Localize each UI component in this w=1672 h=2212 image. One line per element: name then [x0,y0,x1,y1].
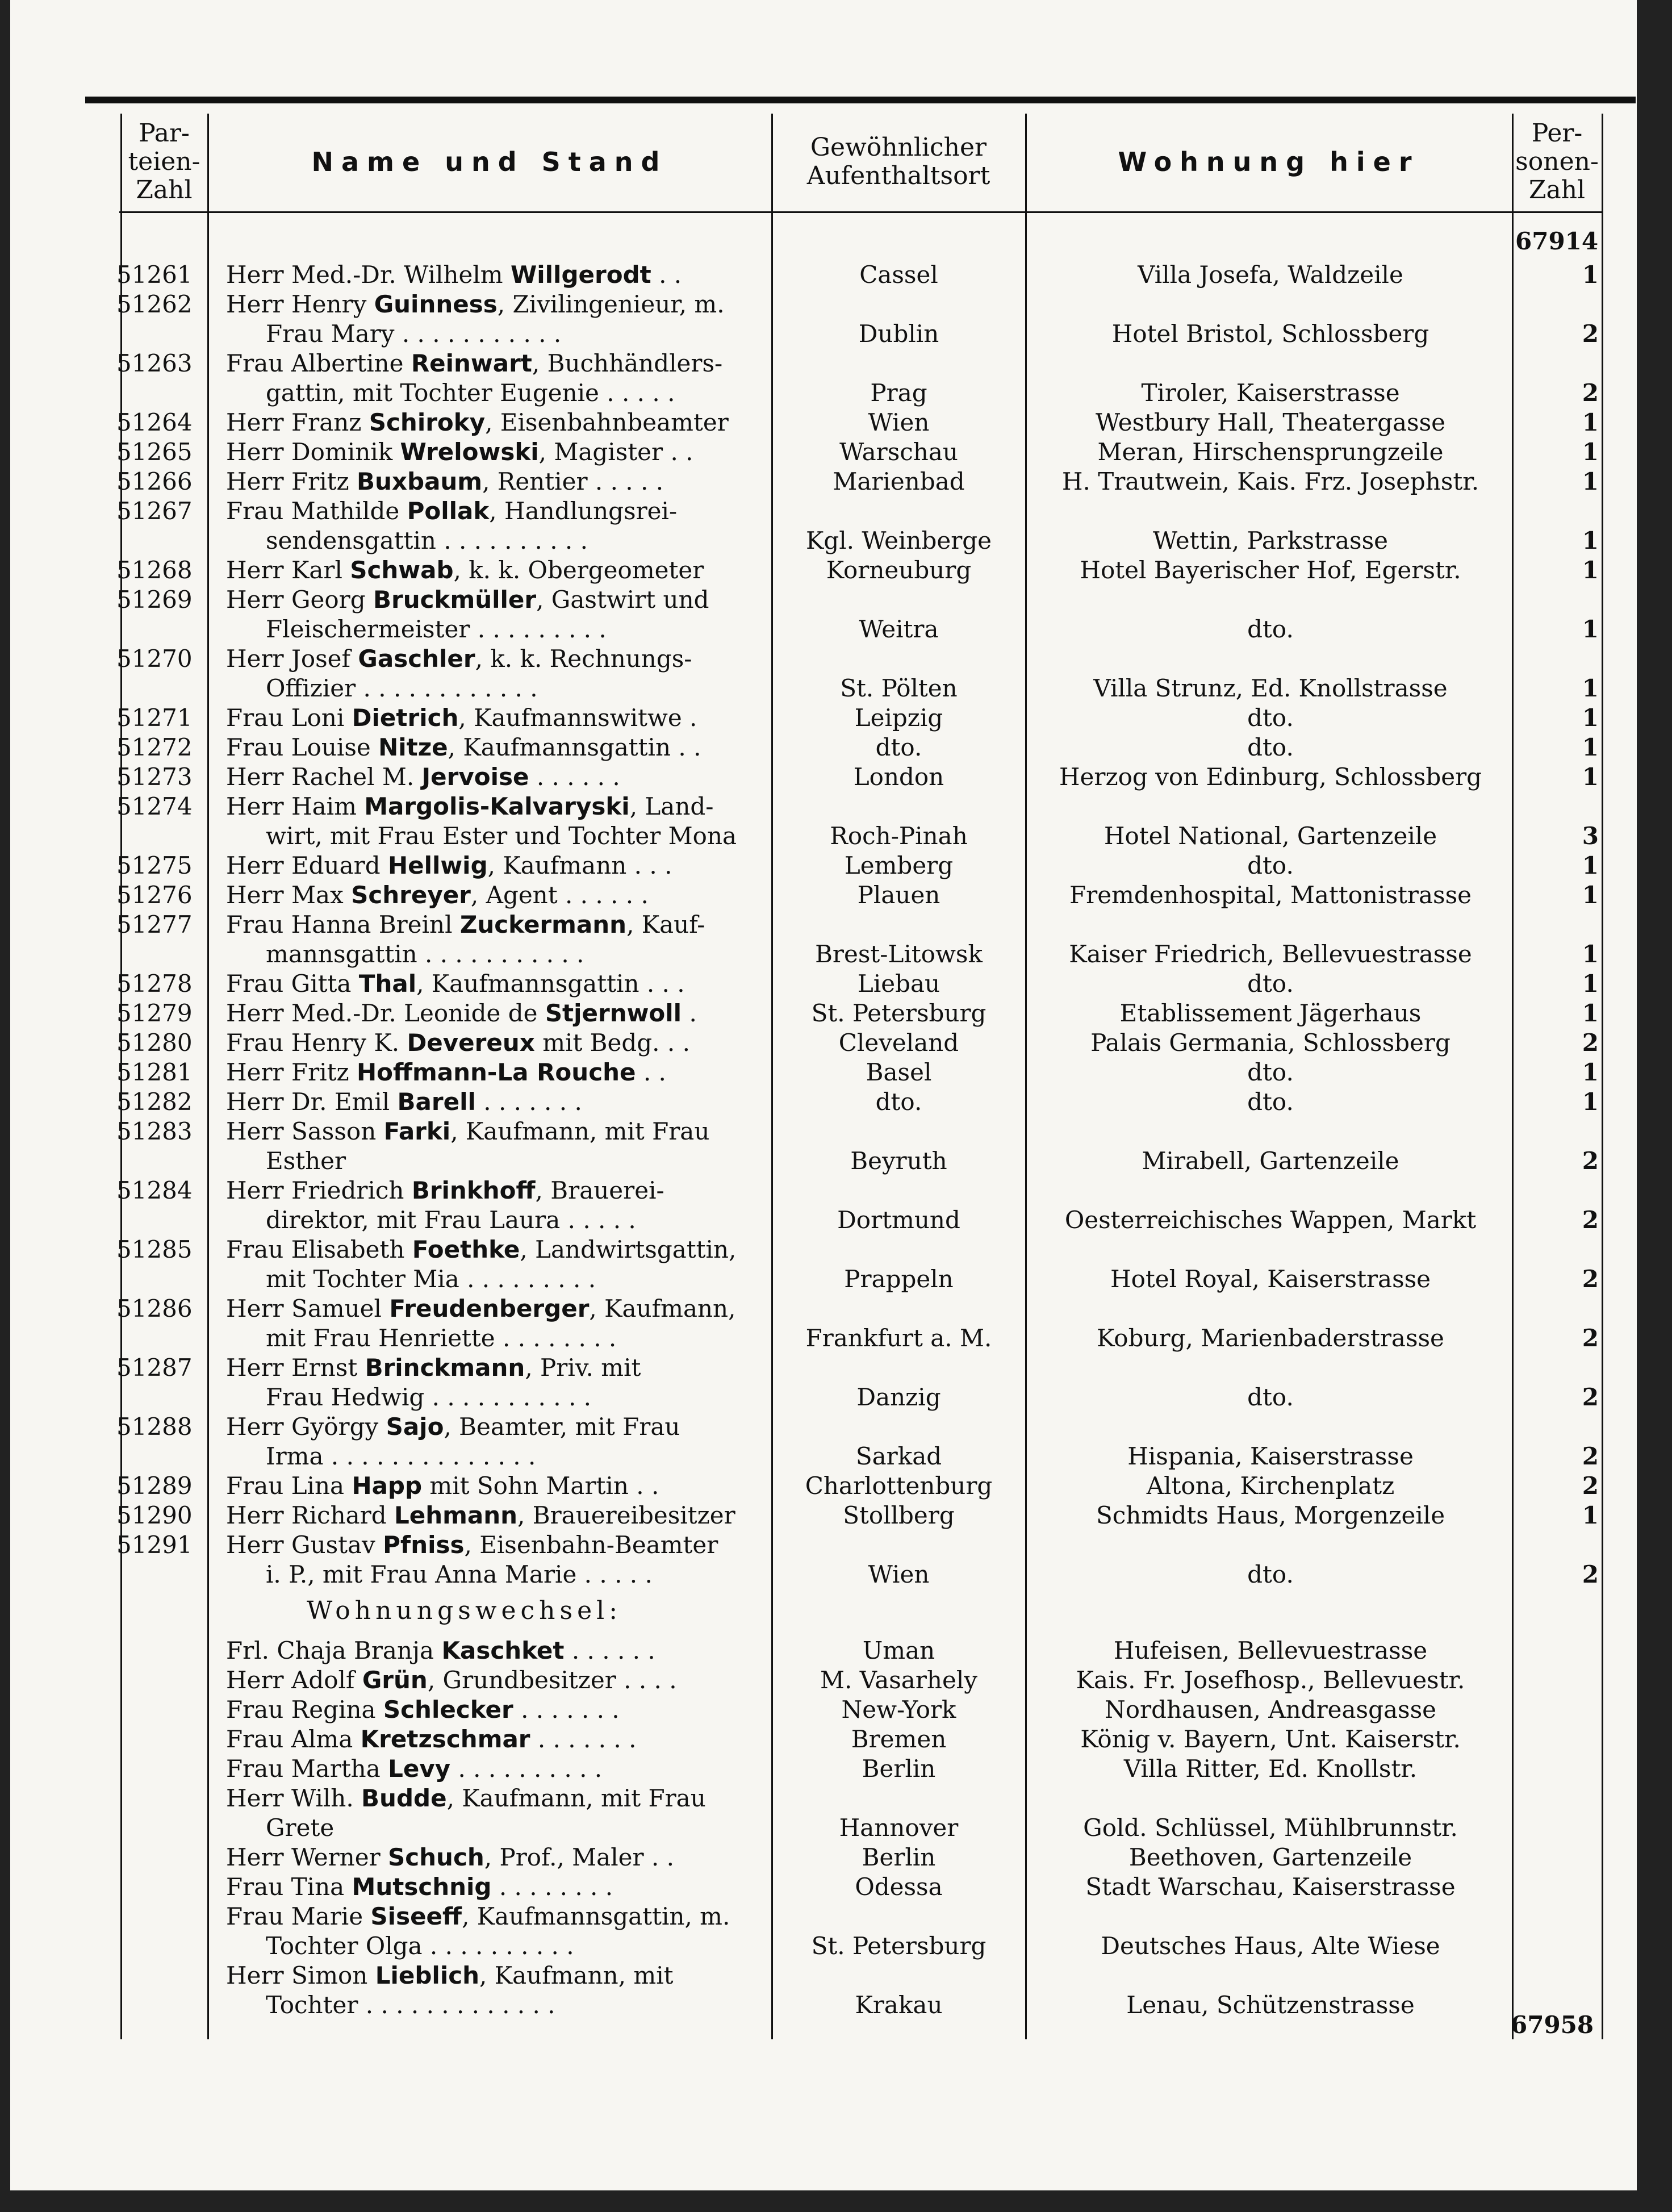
header-name-label: Name und Stand [311,147,668,177]
entry-origin: Stollberg [843,1501,955,1529]
entry-persons: 2 [1582,1324,1599,1352]
entry-residence: H. Trautwein, Kais. Frz. Josephstr. [1061,468,1479,495]
table-row [0,496,1672,526]
entry-number: 51283 [116,1117,193,1145]
entry-origin: Leipzig [854,704,943,732]
entry-origin: Berlin [862,1755,936,1783]
entry-persons: 1 [1582,1088,1599,1116]
entry-name: Herr Eduard Hellwig, Kaufmann . . . [226,852,672,879]
entry-origin: Lemberg [844,852,954,879]
entry-name: Herr Georg Bruckmüller, Gastwirt und [226,586,709,613]
entry-name: Irma . . . . . . . . . . . . . . [266,1442,536,1470]
entry-origin: Weitra [859,615,939,643]
entry-name: direktor, mit Frau Laura . . . . . [266,1206,636,1234]
entry-persons: 1 [1582,261,1599,289]
table-row [0,1353,1672,1383]
entry-number: 51285 [116,1236,193,1263]
entry-number: 51280 [116,1029,193,1057]
table-row [0,556,1672,585]
entry-name: Frau Lina Happ mit Sohn Martin . . [226,1472,659,1500]
table-row [0,733,1672,762]
entry-name: Frau Henry K. Devereux mit Bedg. . . [226,1029,690,1057]
table-row [0,1813,1672,1843]
entry-residence: dto. [1247,704,1294,732]
entry-number: 51281 [116,1058,193,1086]
entry-origin: Korneuburg [826,556,972,584]
entry-name: Frau Louise Nitze, Kaufmannsgattin . . [226,733,701,761]
entry-number: 51266 [116,468,193,495]
table-row [0,1560,1672,1589]
entry-persons: 1 [1582,881,1599,909]
entry-residence: Kaiser Friedrich, Bellevuestrasse [1069,940,1472,968]
table-row [0,526,1672,556]
entry-number: 51284 [116,1176,193,1204]
entry-name: Herr György Sajo, Beamter, mit Frau [226,1413,680,1441]
entry-origin: Odessa [855,1873,943,1901]
entry-origin: Cleveland [838,1029,959,1057]
entry-origin: Uman [862,1637,935,1664]
table-row [0,1843,1672,1872]
entry-name: Herr Sasson Farki, Kaufmann, mit Frau [226,1117,710,1145]
table-row [0,851,1672,880]
entry-residence: Meran, Hirschensprungzeile [1097,438,1444,466]
entry-residence: Deutsches Haus, Alte Wiese [1101,1932,1440,1960]
entry-origin: Prappeln [844,1265,954,1293]
header-nr-label: Par- teien- Zahl [128,119,200,204]
entry-residence: Westbury Hall, Theatergasse [1095,408,1445,436]
entry-residence: Villa Josefa, Waldzeile [1138,261,1403,289]
entry-residence: Hispania, Kaiserstrasse [1127,1442,1414,1470]
entry-name: Frau Gitta Thal, Kaufmannsgattin . . . [226,970,685,998]
entry-name: Fleischermeister . . . . . . . . . [266,615,607,643]
entry-residence: Koburg, Marienbaderstrasse [1097,1324,1444,1352]
table-row [0,467,1672,496]
entry-residence: Wettin, Parkstrasse [1153,527,1388,554]
header-wohnung-label: Wohnung hier [1118,147,1420,177]
entry-number: 51262 [116,290,193,318]
entry-persons: 1 [1582,438,1599,466]
entry-persons: 1 [1582,763,1599,791]
table-row [0,319,1672,349]
carry-over-total: 67914 [1515,227,1599,255]
entry-number: 51276 [116,881,193,909]
entry-origin: Berlin [862,1843,936,1871]
page-total: 67958 [1511,2011,1594,2039]
table-row [0,821,1672,851]
header-pers-label: Per- sonen- Zahl [1515,119,1599,204]
table-row [0,1754,1672,1784]
entry-name: Herr Max Schreyer, Agent . . . . . . [226,881,649,909]
entry-name: Grete [266,1814,335,1842]
table-row [0,940,1672,969]
entry-number: 51277 [116,911,193,938]
entry-residence: Etablissement Jägerhaus [1119,999,1422,1027]
entry-number: 51289 [116,1472,193,1500]
entry-residence: Altona, Kirchenplatz [1146,1472,1395,1500]
table-row [0,1087,1672,1117]
entry-origin: Wien [868,408,930,436]
entry-persons: 2 [1582,379,1599,407]
table-row [0,1324,1672,1353]
table-row [0,1725,1672,1754]
entry-name: Herr Franz Schiroky, Eisenbahnbeamter [226,408,729,436]
entry-persons: 2 [1582,1206,1599,1234]
header-wohnung [1027,114,1511,210]
entry-name: Herr Gustav Pfniss, Eisenbahn-Beamter [226,1531,718,1559]
entry-number: 51261 [116,261,193,289]
table-row [0,1695,1672,1725]
entry-persons: 1 [1582,1058,1599,1086]
entry-number: 51290 [116,1501,193,1529]
entry-name: Herr Adolf Grün, Grundbesitzer . . . . [226,1666,677,1694]
entry-name: Tochter Olga . . . . . . . . . . [266,1932,574,1960]
table-row [0,1784,1672,1813]
entry-origin: Liebau [857,970,940,998]
entry-origin: M. Vasarhely [820,1666,977,1694]
table-row [0,615,1672,644]
entry-name: Offizier . . . . . . . . . . . . [266,674,538,702]
entry-residence: Schmidts Haus, Morgenzeile [1096,1501,1445,1529]
table-row [0,1961,1672,1990]
entry-residence: Nordhausen, Andreasgasse [1105,1696,1436,1723]
table-row [0,1294,1672,1324]
table-row [0,260,1672,290]
entry-number: 51273 [116,763,193,791]
entry-name: Frau Regina Schlecker . . . . . . . [226,1696,620,1723]
entry-number: 51263 [116,349,193,377]
table-row [0,644,1672,674]
entry-residence: Beethoven, Gartenzeile [1128,1843,1412,1871]
entry-origin: Charlottenburg [805,1472,993,1500]
entry-residence: dto. [1247,1560,1294,1588]
entry-origin: St. Petersburg [811,999,987,1027]
header-rule [119,211,1602,213]
table-row [0,910,1672,940]
entry-name: gattin, mit Tochter Eugenie . . . . . [266,379,675,407]
table-row [0,1872,1672,1902]
header-name [209,114,770,210]
entry-origin: Dortmund [837,1206,960,1234]
entry-name: wirt, mit Frau Ester und Tochter Mona [266,822,737,850]
table-row [0,1264,1672,1294]
entry-origin: dto. [875,1088,922,1116]
table-row [0,999,1672,1028]
entry-persons: 1 [1582,940,1599,968]
entry-number: 51272 [116,733,193,761]
table-row [0,349,1672,378]
table-row [0,1235,1672,1264]
entry-origin: New-York [841,1696,956,1723]
entry-name: Frau Marie Siseeff, Kaufmannsgattin, m. [226,1902,730,1930]
entry-name: Herr Wilh. Budde, Kaufmann, mit Frau [226,1784,706,1812]
entry-name: Frau Hedwig . . . . . . . . . . . [266,1383,592,1411]
entry-origin: Brest-Litowsk [815,940,983,968]
entry-origin: Hannover [839,1814,959,1842]
header-ort [773,114,1024,210]
entry-name: Herr Fritz Hoffmann-La Rouche . . [226,1058,666,1086]
header-pers [1514,114,1600,210]
entry-origin: Bremen [851,1725,947,1753]
entry-origin: Beyruth [850,1147,947,1175]
entry-name: Herr Dominik Wrelowski, Magister . . [226,438,693,466]
table-row [0,1442,1672,1471]
entry-number: 51275 [116,852,193,879]
entry-number: 51291 [116,1531,193,1559]
entry-name: Herr Richard Lehmann, Brauereibesitzer [226,1501,735,1529]
entry-name: Frau Mathilde Pollak, Handlungsrei- [226,497,678,525]
entry-persons: 1 [1582,468,1599,495]
entry-origin: London [853,763,944,791]
entry-name: Frau Martha Levy . . . . . . . . . . [226,1755,603,1783]
entry-persons: 1 [1582,674,1599,702]
entry-persons: 1 [1582,852,1599,879]
entry-origin: Roch-Pinah [830,822,968,850]
entry-number: 51269 [116,586,193,613]
entry-residence: dto. [1247,615,1294,643]
entry-number: 51286 [116,1295,193,1322]
entry-residence: Lenau, Schützenstrasse [1126,1991,1415,2019]
entry-number: 51287 [116,1354,193,1382]
top-rule [85,97,1636,103]
entry-name: Frl. Chaja Branja Kaschket . . . . . . [226,1637,655,1664]
entry-persons: 1 [1582,615,1599,643]
entry-number: 51282 [116,1088,193,1116]
entry-origin: St. Petersburg [811,1932,987,1960]
entry-origin: Krakau [855,1991,943,2019]
entry-residence: dto. [1247,970,1294,998]
entry-name: Herr Samuel Freudenberger, Kaufmann, [226,1295,736,1322]
entry-residence: Fremdenhospital, Mattonistrasse [1069,881,1472,909]
table-row [0,969,1672,999]
entry-persons: 2 [1582,1147,1599,1175]
entry-name: Herr Josef Gaschler, k. k. Rechnungs- [226,645,692,673]
entry-number: 51288 [116,1413,193,1441]
entry-name: Herr Ernst Brinckmann, Priv. mit [226,1354,641,1382]
entry-name: Herr Dr. Emil Barell . . . . . . . [226,1088,582,1116]
table-row [0,408,1672,437]
entry-number: 51265 [116,438,193,466]
entry-persons: 1 [1582,556,1599,584]
table-row [0,792,1672,821]
entry-residence: Hotel Royal, Kaiserstrasse [1110,1265,1431,1293]
entry-number: 51264 [116,408,193,436]
entry-persons: 2 [1582,320,1599,348]
entry-residence: Hotel Bayerischer Hof, Egerstr. [1080,556,1461,584]
entry-number: 51270 [116,645,193,673]
entry-name: Frau Loni Dietrich, Kaufmannswitwe . [226,704,697,732]
table-row [0,1176,1672,1205]
entry-origin: Marienbad [833,468,965,495]
entry-persons: 2 [1582,1560,1599,1588]
table-row [0,1383,1672,1412]
table-row [0,1028,1672,1058]
entry-residence: König v. Bayern, Unt. Kaiserstr. [1080,1725,1461,1753]
entry-residence: Villa Ritter, Ed. Knollstr. [1123,1755,1418,1783]
table-row [0,1117,1672,1146]
table-row [0,762,1672,792]
entry-name: Herr Med.-Dr. Leonide de Stjernwoll . [226,999,697,1027]
entry-name: Herr Med.-Dr. Wilhelm Willgerodt . . [226,261,682,289]
entry-name: mit Frau Henriette . . . . . . . . [266,1324,617,1352]
entry-residence: Kais. Fr. Josefhosp., Bellevuestr. [1076,1666,1465,1694]
entry-origin: Cassel [859,261,938,289]
entry-persons: 2 [1582,1265,1599,1293]
table-row [0,1902,1672,1931]
entry-residence: Stadt Warschau, Kaiserstrasse [1085,1873,1456,1901]
table-row [0,290,1672,319]
entry-origin: St. Pölten [840,674,958,702]
entry-residence: Oesterreichisches Wappen, Markt [1064,1206,1477,1234]
entry-origin: Danzig [856,1383,941,1411]
entry-name: Frau Mary . . . . . . . . . . . [266,320,562,348]
entry-persons: 1 [1582,1501,1599,1529]
entry-residence: Mirabell, Gartenzeile [1142,1147,1399,1175]
entry-number: 51267 [116,497,193,525]
table-row [0,1471,1672,1501]
entry-residence: Hotel Bristol, Schlossberg [1111,320,1429,348]
entry-persons: 1 [1582,970,1599,998]
entry-residence: Hufeisen, Bellevuestrasse [1113,1637,1428,1664]
entry-persons: 1 [1582,733,1599,761]
entry-origin: Warschau [839,438,958,466]
entry-origin: Kgl. Weinberge [805,527,992,554]
entry-origin: Prag [870,379,927,407]
entry-name: Herr Henry Guinness, Zivilingenieur, m. [226,290,725,318]
entry-name: Herr Karl Schwab, k. k. Obergeometer [226,556,704,584]
entry-name: Frau Albertine Reinwart, Buchhändlers- [226,349,723,377]
table-row [0,1501,1672,1530]
entry-name: Frau Tina Mutschnig . . . . . . . . [226,1873,613,1901]
entry-origin: Wien [868,1560,930,1588]
entry-name: mannsgattin . . . . . . . . . . . [266,940,584,968]
entry-number: 51268 [116,556,193,584]
table-row [0,1146,1672,1176]
entry-residence: dto. [1247,1058,1294,1086]
entry-name: Frau Alma Kretzschmar . . . . . . . [226,1725,637,1753]
entry-name: Herr Friedrich Brinkhoff, Brauerei- [226,1176,664,1204]
entry-name: Herr Haim Margolis-Kalvaryski, Land- [226,792,714,820]
entry-residence: dto. [1247,852,1294,879]
table-row [0,1412,1672,1442]
entry-name: Tochter . . . . . . . . . . . . . [266,1991,555,2019]
entry-residence: dto. [1247,1088,1294,1116]
table-row [0,703,1672,733]
entry-residence: Gold. Schlüssel, Mühlbrunnstr. [1083,1814,1458,1842]
table-row [0,378,1672,408]
table-row [0,437,1672,467]
entry-persons: 2 [1582,1029,1599,1057]
table-row [0,1205,1672,1235]
entry-origin: Basel [866,1058,932,1086]
entry-name: Frau Elisabeth Foethke, Landwirtsgattin, [226,1236,737,1263]
table-row [0,674,1672,703]
entry-residence: Hotel National, Gartenzeile [1103,822,1437,850]
section-title: Wohnungswechsel: [307,1596,622,1625]
entry-origin: Dublin [858,320,939,348]
table-row [0,585,1672,615]
entry-persons: 2 [1582,1472,1599,1500]
entry-residence: dto. [1247,1383,1294,1411]
table-row [0,1931,1672,1961]
entry-persons: 1 [1582,704,1599,732]
entry-origin: Sarkad [855,1442,942,1470]
entry-origin: dto. [875,733,922,761]
entry-number: 51274 [116,792,193,820]
entry-persons: 1 [1582,408,1599,436]
header-nr [122,114,206,210]
entry-persons: 1 [1582,999,1599,1027]
entry-name: Herr Fritz Buxbaum, Rentier . . . . . [226,468,664,495]
entry-persons: 2 [1582,1442,1599,1470]
table-row [0,1058,1672,1087]
entry-name: Herr Rachel M. Jervoise . . . . . . [226,763,620,791]
entry-residence: dto. [1247,733,1294,761]
header-ort-label: Gewöhnlicher Aufenthaltsort [806,133,990,190]
entry-number: 51271 [116,704,193,732]
entry-persons: 2 [1582,1383,1599,1411]
entry-name: i. P., mit Frau Anna Marie . . . . . [266,1560,653,1588]
entry-number: 51278 [116,970,193,998]
entry-name: Frau Hanna Breinl Zuckermann, Kauf- [226,911,705,938]
entry-persons: 3 [1582,822,1599,850]
entry-residence: Palais Germania, Schlossberg [1090,1029,1451,1057]
table-row [0,1990,1672,2020]
entry-origin: Frankfurt a. M. [805,1324,992,1352]
entry-residence: Tiroler, Kaiserstrasse [1141,379,1400,407]
entry-name: Esther [266,1147,346,1175]
entry-residence: Villa Strunz, Ed. Knollstrasse [1093,674,1448,702]
entry-residence: Herzog von Edinburg, Schlossberg [1059,763,1482,791]
table-row [0,1530,1672,1560]
entry-name: sendensgattin . . . . . . . . . . [266,527,588,554]
scan-edge-bottom [0,2190,1672,2212]
entry-name: mit Tochter Mia . . . . . . . . . [266,1265,596,1293]
entry-number: 51279 [116,999,193,1027]
table-row [0,880,1672,910]
entry-name: Herr Simon Lieblich, Kaufmann, mit [226,1961,674,1989]
table-row [0,1636,1672,1666]
table-row [0,1666,1672,1695]
entry-persons: 1 [1582,527,1599,554]
entry-name: Herr Werner Schuch, Prof., Maler . . [226,1843,674,1871]
entry-origin: Plauen [857,881,940,909]
